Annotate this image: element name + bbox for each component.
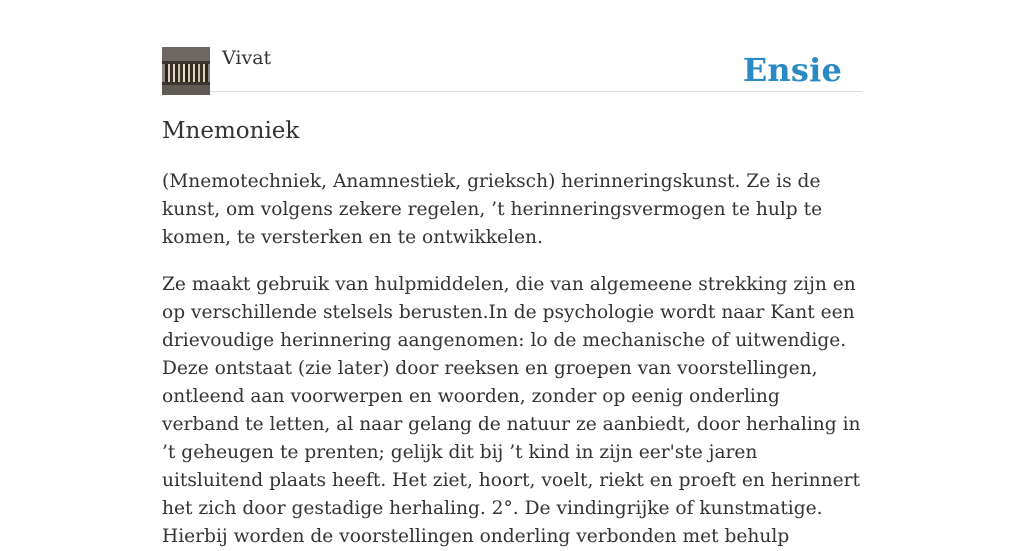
page-container: [162, 0, 862, 547]
bookshelf-avatar-icon: [162, 47, 210, 95]
brand-logo[interactable]: Ensie: [742, 51, 842, 89]
page-title: Mnemoniek: [162, 118, 300, 144]
header: [162, 0, 862, 92]
article-paragraph-2: Ze maakt gebruik van hulpmiddelen, die van algemeene strekking zijn en op verschillende stelsels berusten.In de psychologie wordt naar Kant een drievoudige herinnering aangenomen: lo de mechanische of uitwendige. Deze ontstaat (zie later) door reeksen en groepen van voorstellingen, ontleend aan voorwerpen en woorden, zonder op eenig onderling verband te letten, al naar gelang de natuur ze aanbiedt, door herhaling in ’t geheugen te prenten; gelijk dit bij ’t kind in zijn eer'ste jaren uitsluitend plaats heeft. Het ziet, hoort, voelt, riekt en proeft en herinnert het zich door gestadige herhaling. 2°. De vindingrijke of kunstmatige. Hierbij worden de voorstellingen onderling verbonden met behulp: [162, 274, 861, 547]
avatar[interactable]: [162, 47, 210, 95]
article-paragraph-1: (Mnemotechniek, Anamnestiek, grieksch) herinneringskunst. Ze is de kunst, om volgens zekere regelen, ’t herinneringsvermogen te hulp te komen, te versterken en te ontwikkelen.: [162, 171, 823, 248]
author-name[interactable]: Vivat: [222, 47, 272, 69]
